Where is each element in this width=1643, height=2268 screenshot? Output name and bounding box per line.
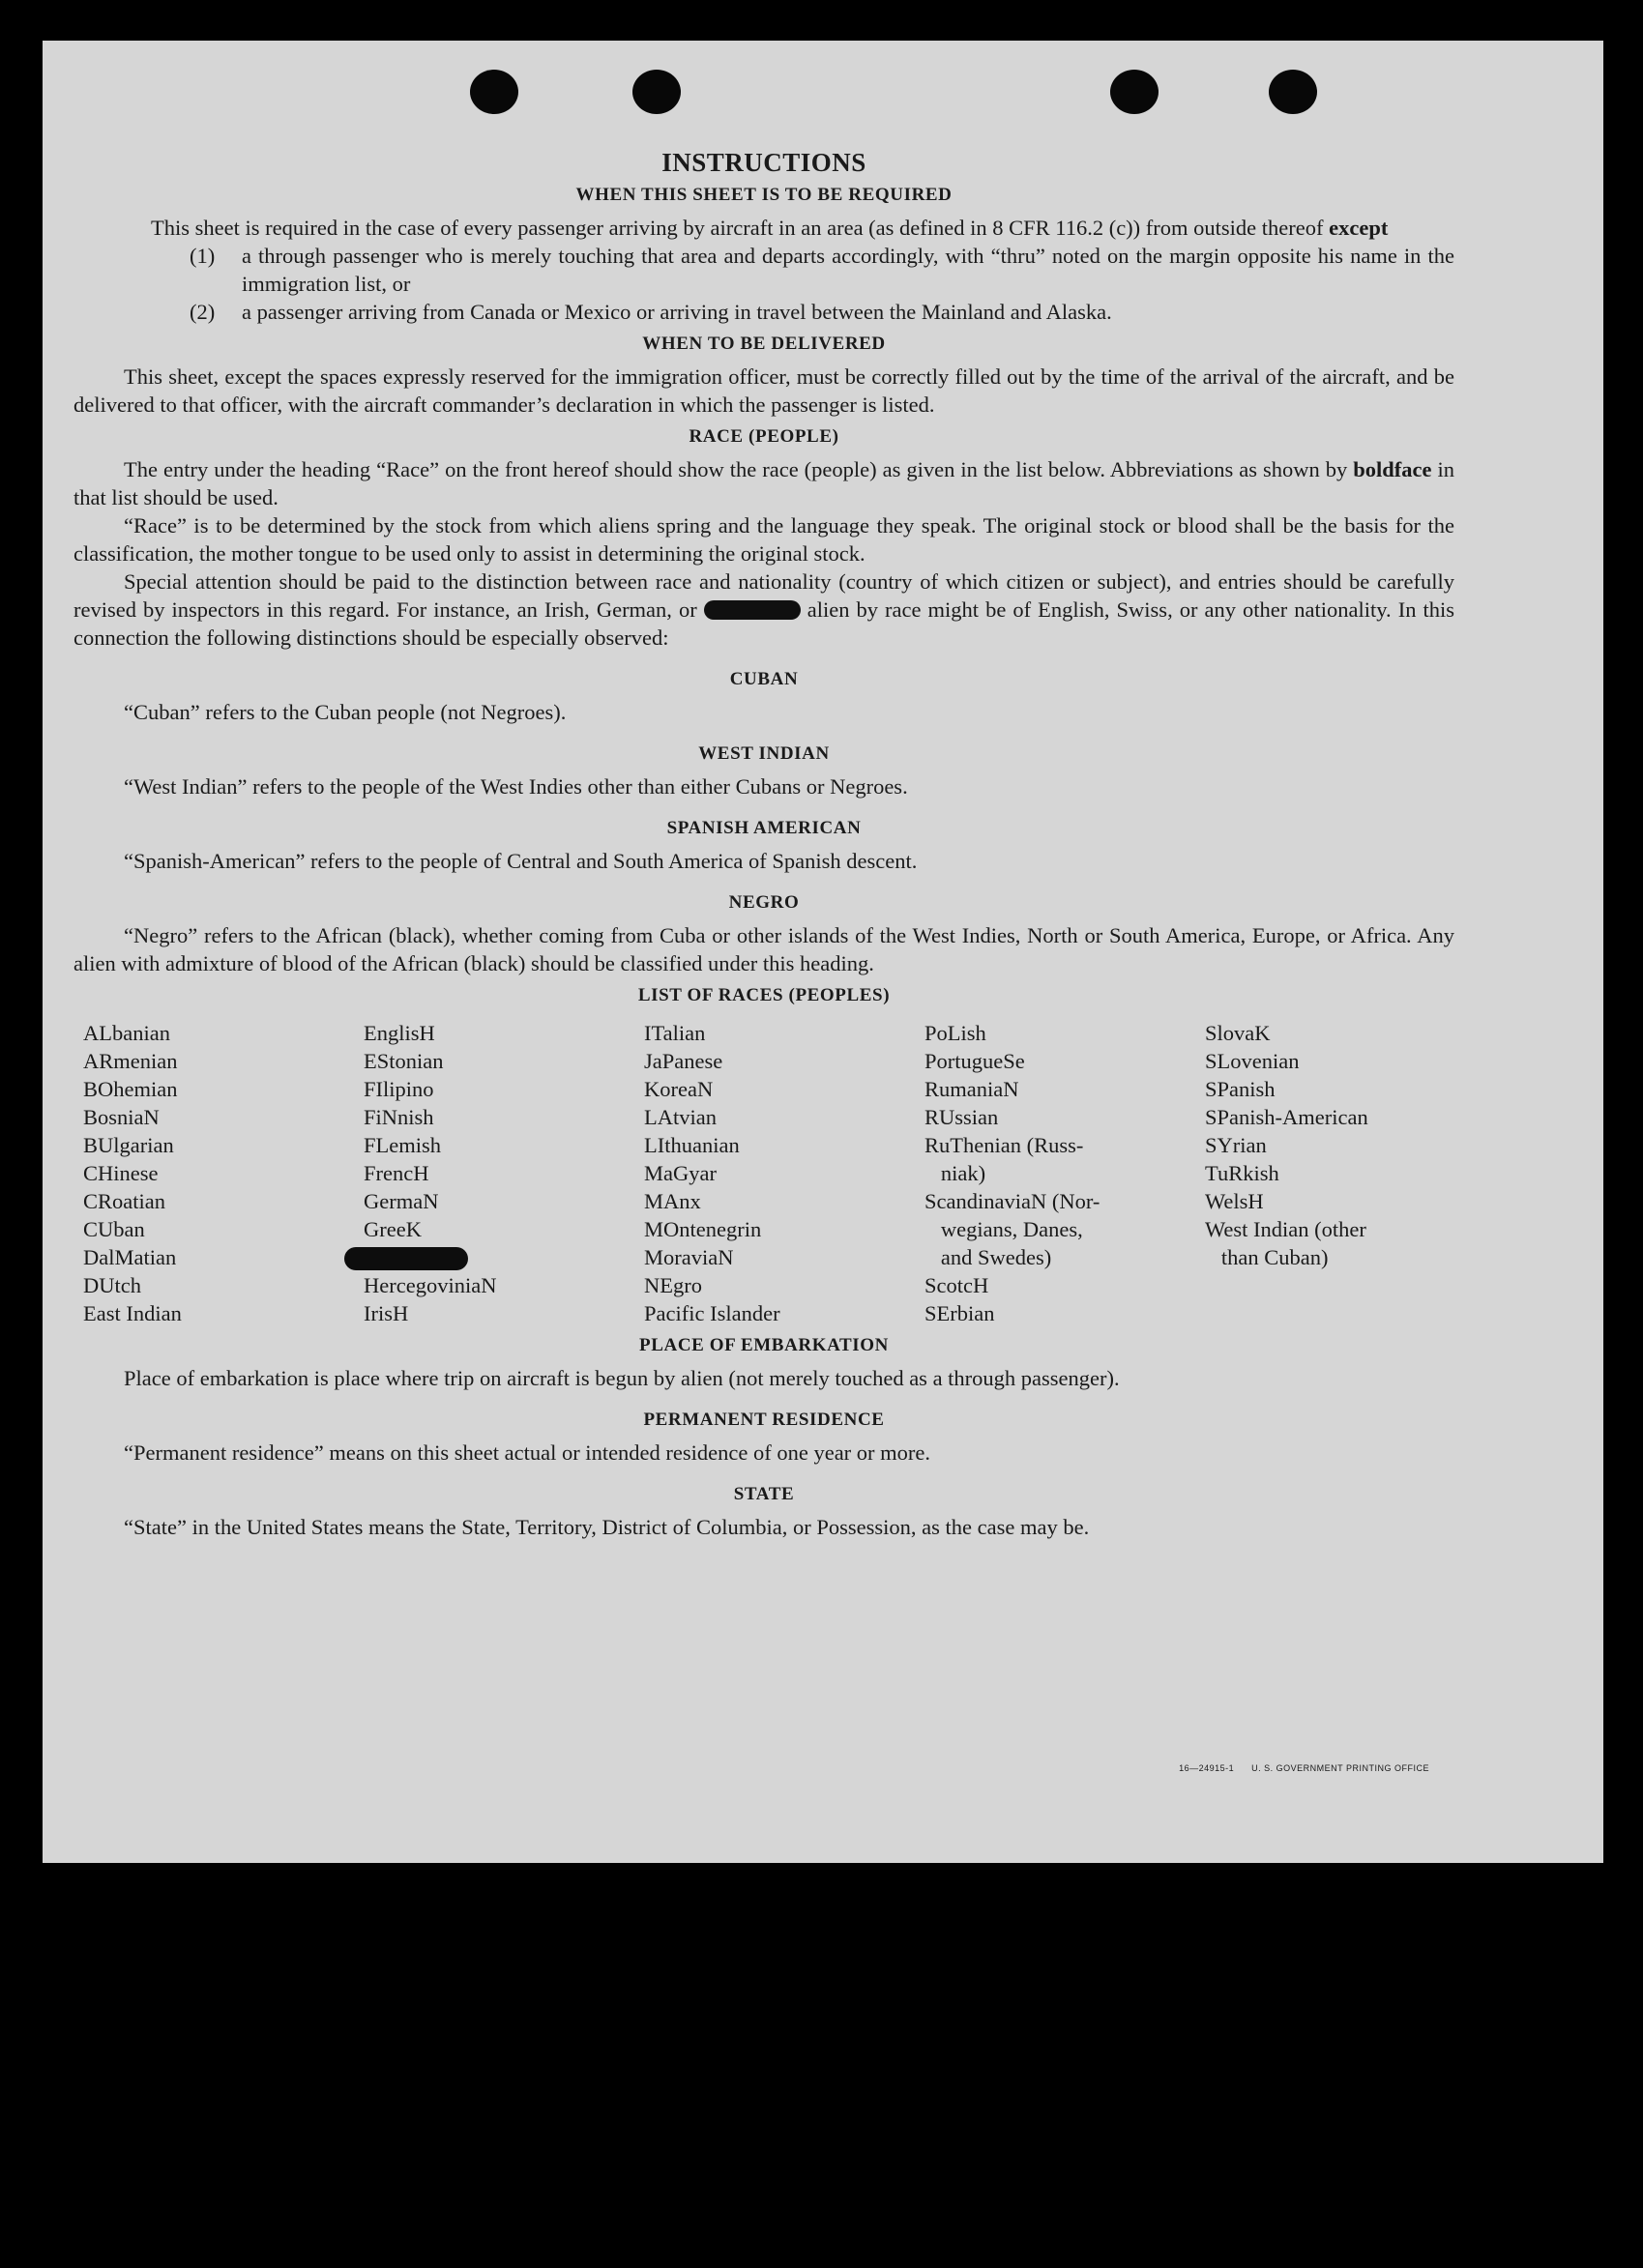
race-entry: FIlipino	[364, 1077, 434, 1101]
race-entry: ARmenian	[83, 1049, 178, 1073]
page-title: INSTRUCTIONS	[661, 148, 866, 177]
required-intro: This sheet is required in the case of every passenger arriving by aircraft in an area (as defined in 8 CFR 116.2 (c)) from outside thereof except	[151, 216, 1389, 240]
race-entry: KoreaN	[644, 1077, 714, 1101]
race-column	[1205, 1019, 1485, 1327]
race-entry: FLemish	[364, 1133, 442, 1157]
document-sheet	[43, 41, 1603, 1863]
state-text: “State” in the United States means the State, Territory, District of Columbia, or Possession, as the case may be.	[124, 1515, 1090, 1539]
race-entry: TuRkish	[1205, 1161, 1279, 1185]
punch-hole	[632, 70, 681, 114]
race-entry: JaPanese	[644, 1049, 723, 1073]
section-heading-race-list: LIST OF RACES (PEOPLES)	[637, 985, 891, 1005]
race-entry: BOhemian	[83, 1077, 178, 1101]
form-footer	[1161, 1763, 1429, 1773]
embarkation-text: Place of embarkation is place where trip on aircraft is begun by alien (not merely touched as a through passenger).	[124, 1366, 1120, 1390]
race-entry: GermaN	[364, 1189, 439, 1213]
race-entry: wegians, Danes,	[924, 1217, 1083, 1241]
race-entry: than Cuban)	[1205, 1245, 1329, 1269]
delivered-text: This sheet, except the spaces expressly reserved for the immigration officer, must be correctly filled out by the time of the arrival of the aircraft, and be delivered to that officer, with the aircraft commander’s declaration in which the passenger is listed.	[73, 364, 1454, 417]
race-entry: SLovenian	[1205, 1049, 1300, 1073]
race-entry: SErbian	[924, 1301, 995, 1325]
race-entry: SPanish	[1205, 1077, 1276, 1101]
race-entry: niak)	[924, 1161, 986, 1185]
race-entry: CRoatian	[83, 1189, 165, 1213]
race-column	[83, 1019, 364, 1327]
race-entry: ALbanian	[83, 1021, 170, 1045]
section-heading-required: WHEN THIS SHEET IS TO BE REQUIRED	[575, 185, 953, 205]
race-paragraph-2: “Race” is to be determined by the stock from which aliens spring and the language they speak. The original stock or blood shall be the basis for the classification, the mother tongue to be used only to assist in determining the original stock.	[73, 513, 1454, 566]
punch-hole	[470, 70, 518, 114]
residence-text: “Permanent residence” means on this sheet actual or intended residence of one year or more.	[124, 1440, 931, 1465]
race-entry: NEgro	[644, 1273, 702, 1297]
race-entry: ScandinaviaN (Nor-	[924, 1189, 1100, 1213]
section-heading-delivered: WHEN TO BE DELIVERED	[642, 334, 886, 354]
race-entry: Pacific Islander	[644, 1301, 780, 1325]
race-entry: ScotcH	[924, 1273, 989, 1297]
race-entry: MaGyar	[644, 1161, 717, 1185]
race-entry: PoLish	[924, 1021, 986, 1045]
item-number: (1)	[190, 244, 216, 268]
section-heading-west-indian: WEST INDIAN	[698, 743, 830, 764]
section-heading-race: RACE (PEOPLE)	[689, 426, 839, 447]
race-entry: MOntenegrin	[644, 1217, 762, 1241]
redaction-mark	[364, 1243, 644, 1271]
race-entry: RUssian	[924, 1105, 999, 1129]
punch-hole	[1110, 70, 1159, 114]
race-entry: FrencH	[364, 1161, 429, 1185]
race-column	[924, 1019, 1205, 1327]
race-entry: PortugueSe	[924, 1049, 1025, 1073]
section-heading-spanish-american: SPANISH AMERICAN	[666, 818, 862, 838]
section-heading-state: STATE	[733, 1484, 795, 1504]
race-entry: WelsH	[1205, 1189, 1264, 1213]
printer-credit: U. S. GOVERNMENT PRINTING OFFICE	[1251, 1763, 1429, 1773]
race-entry: LAtvian	[644, 1105, 717, 1129]
boldface-word: boldface	[1353, 457, 1432, 481]
except-word: except	[1329, 216, 1389, 240]
race-entry: SYrian	[1205, 1133, 1267, 1157]
race-entry: DalMatian	[83, 1245, 177, 1269]
cuban-text: “Cuban” refers to the Cuban people (not Negroes).	[124, 700, 567, 724]
race-entry: DUtch	[83, 1273, 141, 1297]
race-paragraph-3: Special attention should be paid to the distinction between race and nationality (country of which citizen or subject), and entries should be carefully revised by inspectors in this regard. For instance, an Irish, German, or alien by race might be of English, Swiss, or any other nationality. In this connection the following distinctions should be especially observed:	[73, 569, 1454, 650]
redaction-mark	[704, 600, 801, 620]
race-entry: EnglisH	[364, 1021, 435, 1045]
race-entry: HercegoviniaN	[364, 1273, 497, 1297]
section-heading-cuban: CUBAN	[729, 669, 799, 689]
instructions-content	[73, 149, 1454, 1541]
section-heading-residence: PERMANENT RESIDENCE	[643, 1410, 885, 1430]
race-entry: GreeK	[364, 1217, 422, 1241]
race-entry: East Indian	[83, 1301, 182, 1325]
race-entry: RuThenian (Russ-	[924, 1133, 1084, 1157]
race-column	[364, 1019, 644, 1327]
race-entry: LIthuanian	[644, 1133, 740, 1157]
race-entry: RumaniaN	[924, 1077, 1019, 1101]
section-heading-negro: NEGRO	[728, 892, 800, 913]
race-entry: BUlgarian	[83, 1133, 174, 1157]
item-text: a through passenger who is merely touching that area and departs accordingly, with “thru” noted on the margin opposite his name in the immigration list, or	[242, 244, 1454, 296]
race-entry: BosniaN	[83, 1105, 160, 1129]
section-heading-embarkation: PLACE OF EMBARKATION	[639, 1335, 889, 1355]
race-entry: MoraviaN	[644, 1245, 734, 1269]
race-entry: EStonian	[364, 1049, 444, 1073]
race-entry: SlovaK	[1205, 1021, 1271, 1045]
race-entry: IrisH	[364, 1301, 409, 1325]
negro-text: “Negro” refers to the African (black), whether coming from Cuba or other islands of the West Indies, North or South America, Europe, or Africa. Any alien with admixture of blood of the African (black) should be classified under this heading.	[73, 923, 1454, 975]
race-entry: FiNnish	[364, 1105, 434, 1129]
spanish-american-text: “Spanish-American” refers to the people of Central and South America of Spanish descent.	[124, 849, 918, 873]
race-list	[83, 1019, 1454, 1327]
race-entry: MAnx	[644, 1189, 701, 1213]
exception-item	[190, 298, 1454, 326]
race-entry: CHinese	[83, 1161, 159, 1185]
punch-hole	[1269, 70, 1317, 114]
item-text: a passenger arriving from Canada or Mexico or arriving in travel between the Mainland and Alaska.	[242, 300, 1112, 324]
race-column	[644, 1019, 924, 1327]
item-number: (2)	[190, 300, 216, 324]
race-entry: West Indian (other	[1205, 1217, 1366, 1241]
west-indian-text: “West Indian” refers to the people of the West Indies other than either Cubans or Negroes.	[124, 774, 908, 799]
race-entry: CUban	[83, 1217, 145, 1241]
race-entry: SPanish-American	[1205, 1105, 1368, 1129]
race-entry: ITalian	[644, 1021, 706, 1045]
race-paragraph-1: The entry under the heading “Race” on the front hereof should show the race (people) as given in the list below. Abbreviations as shown by boldface in that list should be used.	[73, 457, 1454, 509]
form-number: 16—24915-1	[1179, 1763, 1235, 1773]
race-entry: and Swedes)	[924, 1245, 1052, 1269]
exception-item	[190, 242, 1454, 298]
